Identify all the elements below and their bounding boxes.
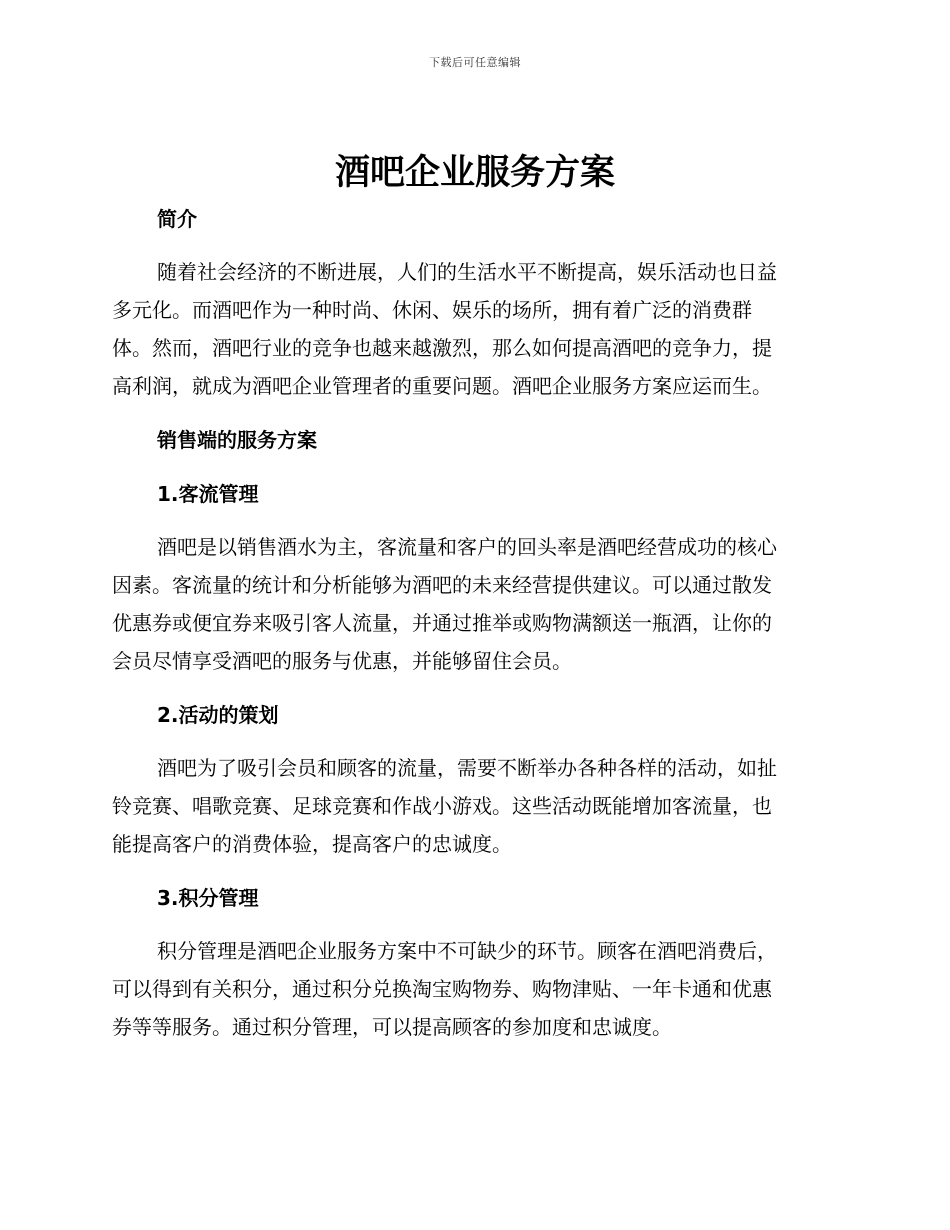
paragraph-line: 券等等服务。通过积分管理，可以提高顾客的参加度和忠诚度。 bbox=[112, 1015, 672, 1039]
paragraph-line: 能提高客户的消费体验，提高客户的忠诚度。 bbox=[112, 832, 512, 856]
paragraph-line: 因素。客流量的统计和分析能够为酒吧的未来经营提供建议。可以通过散发 bbox=[112, 573, 772, 597]
paragraph-line: 铃竞赛、唱歌竞赛、足球竞赛和作战小游戏。这些活动既能增加客流量，也 bbox=[112, 794, 772, 818]
paragraph-line: 酒吧是以销售酒水为主，客流量和客户的回头率是酒吧经营成功的核心 bbox=[157, 535, 777, 559]
page-header: 下载后可任意编辑 bbox=[429, 56, 521, 69]
paragraph-line: 优惠券或便宜券来吸引客人流量，并通过推举或购物满额送一瓶酒，让你的 bbox=[112, 611, 772, 635]
paragraph-line: 随着社会经济的不断进展，人们的生活水平不断提高，娱乐活动也日益 bbox=[157, 260, 777, 284]
document-title: 酒吧企业服务方案 bbox=[334, 153, 615, 193]
paragraph-line: 积分管理是酒吧企业服务方案中不可缺少的环节。顾客在酒吧消费后， bbox=[157, 939, 777, 963]
paragraph-line: 体。然而，酒吧行业的竞争也越来越激烈，那么如何提高酒吧的竞争力，提 bbox=[112, 336, 772, 360]
paragraph-line: 酒吧为了吸引会员和顾客的流量，需要不断举办各种各样的活动，如扯 bbox=[157, 756, 777, 780]
section3-heading: 3.积分管理 bbox=[157, 886, 259, 910]
sales-heading: 销售端的服务方案 bbox=[157, 428, 317, 452]
section3-paragraph bbox=[112, 936, 832, 1042]
paragraph-line: 会员尽情享受酒吧的服务与优惠，并能够留住会员。 bbox=[112, 649, 572, 673]
intro-heading: 简介 bbox=[157, 207, 197, 231]
paragraph-line: 高利润，就成为酒吧企业管理者的重要问题。酒吧企业服务方案应运而生。 bbox=[112, 374, 772, 398]
document-body bbox=[112, 204, 832, 1042]
paragraph-line: 多元化。而酒吧作为一种时尚、休闲、娱乐的场所，拥有着广泛的消费群 bbox=[112, 298, 752, 322]
section1-heading: 1.客流管理 bbox=[157, 482, 259, 506]
section2-paragraph bbox=[112, 753, 832, 859]
section2-heading: 2.活动的策划 bbox=[157, 703, 279, 727]
intro-paragraph bbox=[112, 257, 832, 401]
paragraph-line: 可以得到有关积分，通过积分兑换淘宝购物券、购物津贴、一年卡通和优惠 bbox=[112, 977, 772, 1001]
section1-paragraph bbox=[112, 532, 832, 676]
